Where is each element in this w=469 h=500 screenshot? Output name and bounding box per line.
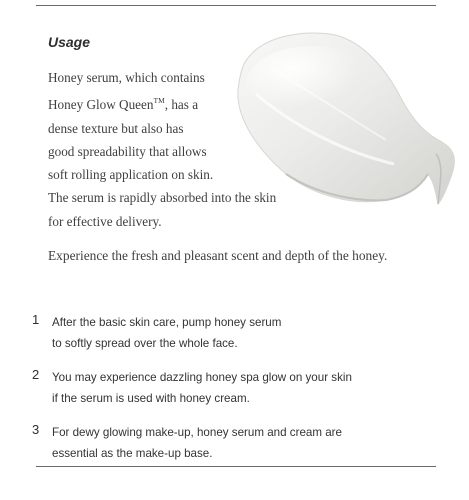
serum-swatch-image (226, 24, 462, 210)
step-text (52, 423, 342, 464)
step-item (30, 367, 450, 422)
step-line: if the serum is used with honey cream. (52, 391, 250, 405)
step-number: 3 (32, 422, 40, 437)
intro-line: dense texture but also has (48, 120, 184, 136)
step-item (30, 312, 450, 367)
usage-heading: Usage (48, 34, 91, 50)
intro-line: Honey serum, which contains (48, 70, 205, 85)
step-number: 1 (32, 312, 40, 327)
intro-line-tail: , has a (164, 97, 199, 113)
trademark-mark: TM (153, 96, 165, 106)
usage-steps-list (30, 312, 450, 477)
top-divider (36, 5, 436, 6)
intro-line: The serum is rapidly absorbed into the skin (48, 190, 277, 206)
step-line: essential as the make-up base. (52, 446, 213, 460)
step-line: You may experience dazzling honey spa glow on your skin (52, 371, 352, 384)
step-line: to softly spread over the whole face. (52, 336, 238, 350)
step-line: For dewy glowing make-up, honey serum and cream are (52, 426, 342, 439)
serum-gloss (246, 46, 378, 122)
step-text (52, 313, 281, 354)
intro-line: soft rolling application on skin. (48, 167, 214, 183)
experience-text: Experience the fresh and pleasant scent and depth of the honey. (48, 248, 388, 263)
intro-line: for effective delivery. (48, 213, 162, 229)
step-text (52, 368, 352, 409)
brand-name: Honey Glow Queen (48, 97, 154, 113)
step-item (30, 422, 450, 477)
step-line: After the basic skin care, pump honey serum (52, 316, 282, 329)
step-number: 2 (32, 367, 40, 382)
intro-line: good spreadability that allows (48, 143, 207, 159)
bottom-divider (36, 466, 436, 467)
